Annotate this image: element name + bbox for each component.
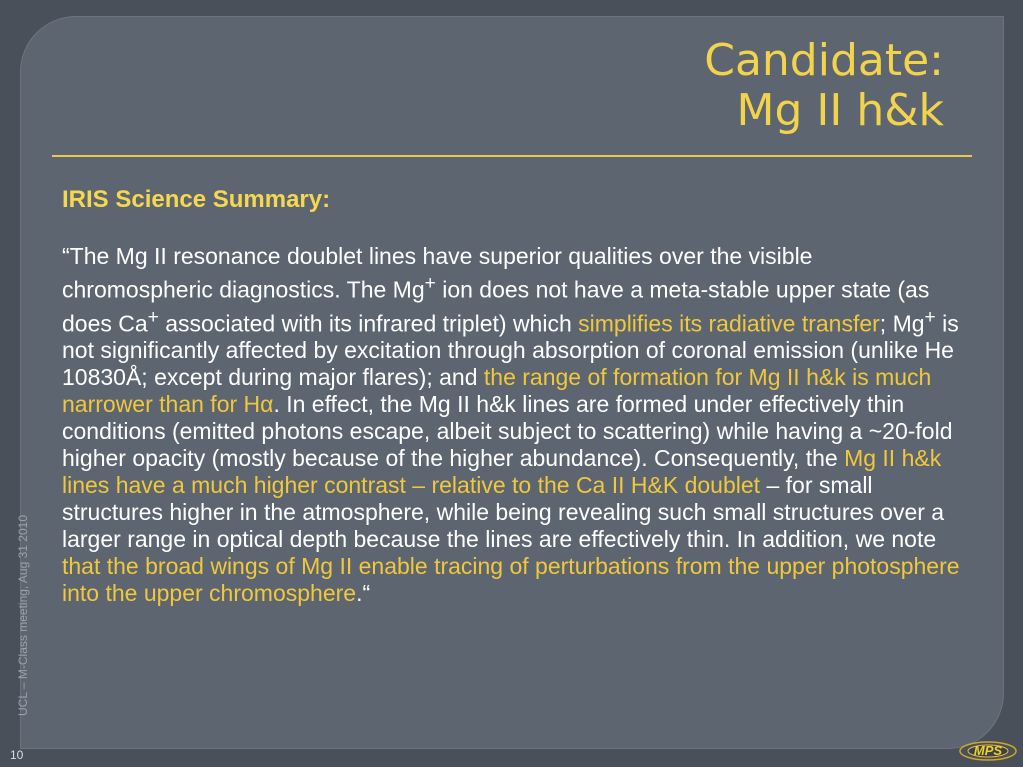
superscript-plus: + — [147, 306, 159, 328]
highlight-text-4: that the broad wings of Mg II enable tracing of perturbations from the upper photosphere into the upper chromosphere — [62, 553, 960, 607]
superscript-plus: + — [924, 306, 936, 328]
body-text-1: “The Mg II resonance doublet lines have superior qualities over the visible chromospheric diagnostics. The Mg — [62, 243, 813, 303]
body-text-5: is not significantly affected by excitation through absorption of coronal emission (unlike He 10830Å; except during major flares); and — [62, 310, 959, 391]
body-text-8: .“ — [356, 580, 371, 607]
title-line-2: Mg II h&k — [736, 85, 944, 136]
body-text-7: – for small structures higher in the atmosphere, while being revealing such small structures over a larger range in optical depth because the lines are effectively thin. In addition, we note — [62, 472, 945, 553]
highlight-text-1: simplifies its radiative transfer — [578, 310, 880, 337]
body-text-3: associated with its infrared triplet) which — [158, 310, 579, 337]
body-text-6: . In effect, the Mg II h&k lines are formed under effectively thin conditions (emitted photons escape, albeit subject to scattering) while having a ~20-fold higher opacity (mostly because of the higher abundance). Consequently, the — [62, 391, 953, 472]
body-text-4: ; Mg — [879, 310, 925, 337]
slide-title — [704, 36, 944, 136]
section-heading: IRIS Science Summary: — [62, 186, 331, 213]
footer-side-text: UCL – M-Class meeting, Aug 31 2010 — [16, 515, 30, 716]
title-line-1: Candidate: — [704, 35, 944, 86]
title-divider — [52, 155, 972, 157]
highlight-text-2: the range of formation for Mg II h&k is much narrower than for Hα — [62, 364, 932, 418]
superscript-plus: + — [424, 273, 436, 294]
mps-logo — [958, 740, 1018, 762]
page-number: 10 — [10, 748, 24, 762]
body-text-2: ion does not have a meta-stable upper state (as does Ca — [62, 276, 930, 337]
body-paragraph — [62, 243, 967, 607]
logo-text: MPS — [973, 743, 1003, 758]
highlight-text-3: Mg II h&k lines have a much higher contrast – relative to the Ca II H&K doublet — [62, 445, 942, 499]
